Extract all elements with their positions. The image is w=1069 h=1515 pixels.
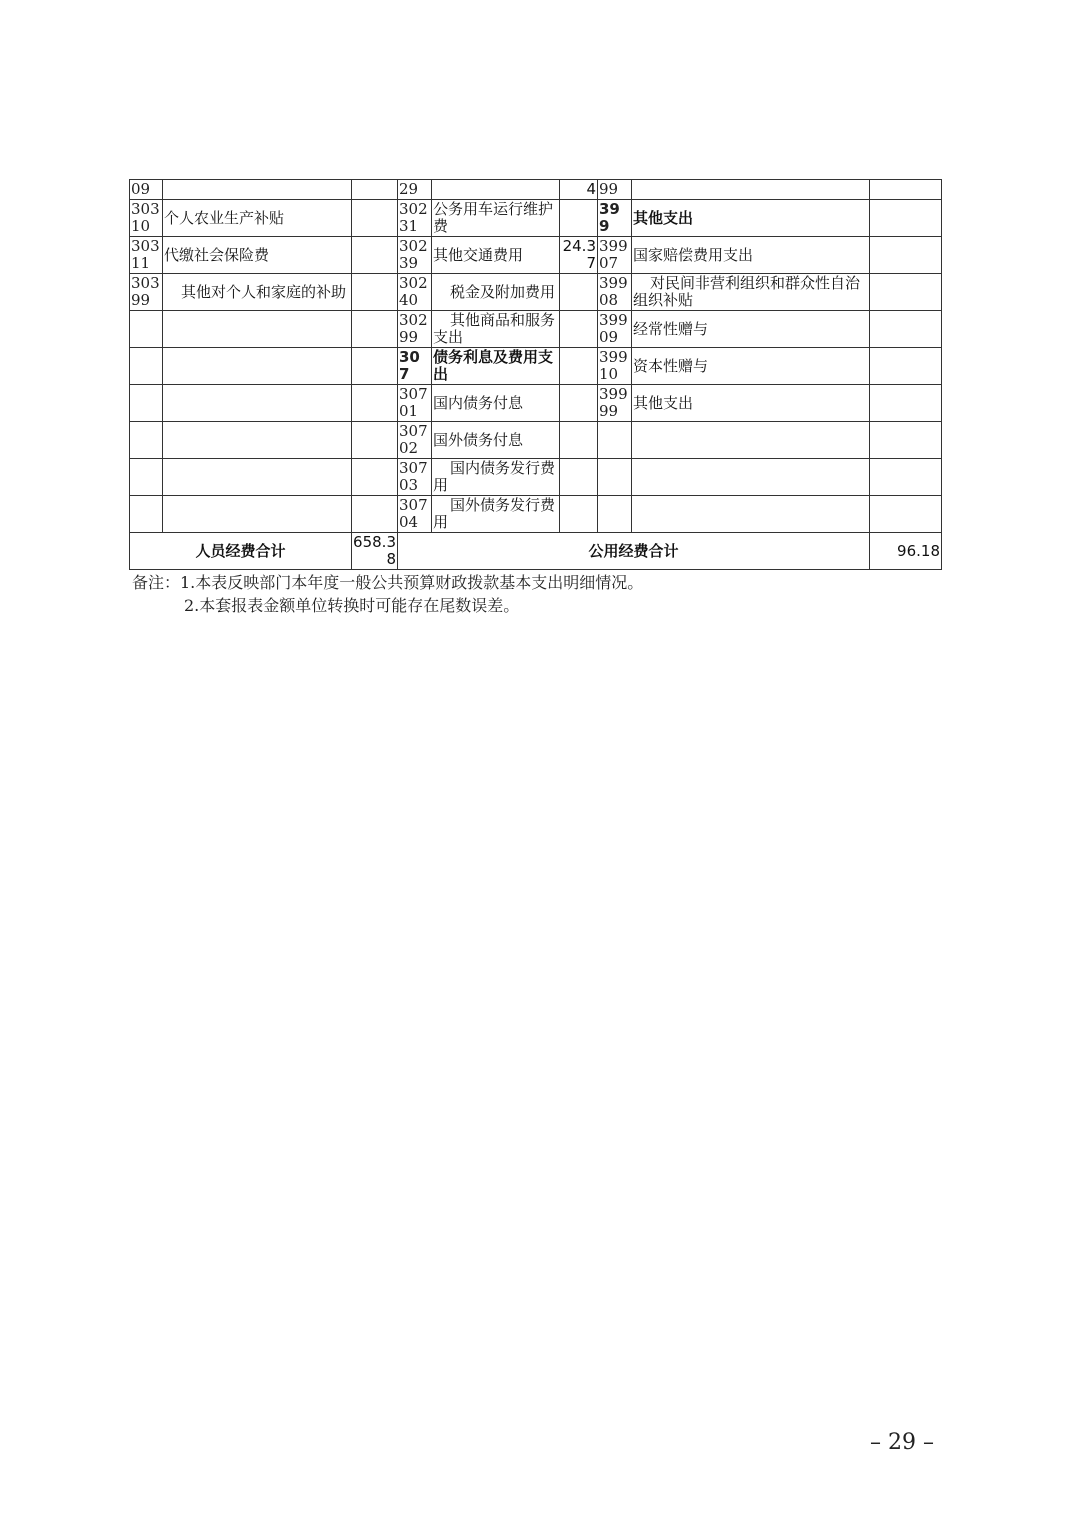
amount-cell — [870, 385, 942, 422]
amount-cell — [870, 274, 942, 311]
item-name-cell — [163, 311, 352, 348]
amount-cell — [352, 200, 398, 237]
item-name-cell — [163, 348, 352, 385]
code-cell: 39999 — [598, 385, 632, 422]
item-name-cell — [432, 459, 560, 496]
code-cell: 30239 — [398, 237, 432, 274]
table-row — [130, 274, 942, 311]
item-name-cell — [163, 274, 352, 311]
amount-cell — [560, 348, 598, 385]
amount-cell — [870, 459, 942, 496]
code-cell: 30311 — [130, 237, 163, 274]
table-row — [130, 180, 942, 200]
remark-line-2: 2.本套报表金额单位转换时可能存在尾数误差。 — [184, 596, 520, 615]
code-cell: 29 — [398, 180, 432, 200]
item-name-cell — [163, 459, 352, 496]
table-row — [130, 496, 942, 533]
amount-cell — [352, 311, 398, 348]
item-name-cell — [163, 496, 352, 533]
amount-cell — [560, 274, 598, 311]
item-name-cell — [432, 180, 560, 200]
amount-cell — [560, 459, 598, 496]
code-cell: 30399 — [130, 274, 163, 311]
amount-cell — [870, 496, 942, 533]
public-total-value: 96.18 — [870, 533, 942, 570]
table-row — [130, 348, 942, 385]
amount-cell — [560, 422, 598, 459]
item-name-cell: 国家赔偿费用支出 — [632, 237, 870, 274]
table-row — [130, 311, 942, 348]
item-name-cell: 债务利息及费用支出 — [432, 348, 560, 385]
amount-cell — [870, 311, 942, 348]
code-cell: 09 — [130, 180, 163, 200]
amount-cell — [870, 422, 942, 459]
amount-cell — [870, 348, 942, 385]
item-name-cell: 个人农业生产补贴 — [163, 200, 352, 237]
page-number: – 29 – — [870, 1430, 934, 1455]
code-cell: 30240 — [398, 274, 432, 311]
item-name-cell: 代缴社会保险费 — [163, 237, 352, 274]
item-name-cell: 资本性赠与 — [632, 348, 870, 385]
code-cell: 30704 — [398, 496, 432, 533]
code-cell: 39908 — [598, 274, 632, 311]
code-cell — [598, 496, 632, 533]
code-cell: 30231 — [398, 200, 432, 237]
item-name-text: 国外债务发行费用 — [433, 496, 556, 531]
code-cell: 30702 — [398, 422, 432, 459]
item-name-cell: 国内债务付息 — [432, 385, 560, 422]
item-name-cell: 国外债务付息 — [432, 422, 560, 459]
code-cell: 307 — [398, 348, 432, 385]
amount-cell — [560, 496, 598, 533]
amount-cell: 24.37 — [560, 237, 598, 274]
code-cell — [130, 385, 163, 422]
table-row — [130, 237, 942, 274]
code-cell — [130, 496, 163, 533]
code-cell: 30703 — [398, 459, 432, 496]
code-cell: 39909 — [598, 311, 632, 348]
amount-cell — [352, 274, 398, 311]
item-name-cell — [632, 459, 870, 496]
item-name-cell: 其他交通费用 — [432, 237, 560, 274]
amount-cell — [870, 237, 942, 274]
item-name-cell — [632, 422, 870, 459]
amount-cell — [352, 459, 398, 496]
item-name-cell — [432, 311, 560, 348]
item-name-text: 税金及附加费用 — [450, 282, 556, 301]
remarks — [132, 571, 643, 617]
code-cell — [598, 459, 632, 496]
amount-cell: 4 — [560, 180, 598, 200]
item-name-cell — [432, 274, 560, 311]
table-row — [130, 200, 942, 237]
amount-cell — [352, 385, 398, 422]
amount-cell — [870, 180, 942, 200]
item-name-cell — [632, 274, 870, 311]
amount-cell — [560, 311, 598, 348]
code-cell — [130, 311, 163, 348]
amount-cell — [352, 496, 398, 533]
totals-row — [130, 533, 942, 570]
amount-cell — [560, 385, 598, 422]
code-cell: 30299 — [398, 311, 432, 348]
code-cell: 30701 — [398, 385, 432, 422]
item-name-text: 其他商品和服务支出 — [433, 311, 556, 346]
item-name-cell — [163, 385, 352, 422]
item-name-cell — [432, 496, 560, 533]
table-row — [130, 422, 942, 459]
code-cell: 99 — [598, 180, 632, 200]
code-cell: 30310 — [130, 200, 163, 237]
budget-detail-table — [129, 179, 942, 570]
code-cell — [130, 348, 163, 385]
code-cell — [598, 422, 632, 459]
item-name-cell: 经常性赠与 — [632, 311, 870, 348]
amount-cell — [352, 422, 398, 459]
item-name-cell: 其他支出 — [632, 385, 870, 422]
personnel-total-label: 人员经费合计 — [130, 533, 352, 570]
amount-cell — [352, 180, 398, 200]
item-name-text: 其他对个人和家庭的补助 — [181, 282, 347, 301]
code-cell — [130, 459, 163, 496]
personnel-total-value: 658.38 — [353, 533, 396, 568]
item-name-text: 国内债务发行费用 — [433, 459, 556, 494]
amount-cell — [352, 237, 398, 274]
item-name-cell — [632, 496, 870, 533]
amount-cell — [870, 200, 942, 237]
public-total-label: 公用经费合计 — [398, 533, 870, 570]
code-cell: 39910 — [598, 348, 632, 385]
table-row — [130, 385, 942, 422]
amount-cell — [352, 348, 398, 385]
item-name-cell: 公务用车运行维护费 — [432, 200, 560, 237]
item-name-cell — [163, 422, 352, 459]
item-name-cell — [632, 180, 870, 200]
item-name-text: 对民间非营利组织和群众性自治组织补贴 — [633, 274, 861, 309]
code-cell: 39907 — [598, 237, 632, 274]
remark-line-1: 备注：1.本表反映部门本年度一般公共预算财政拨款基本支出明细情况。 — [132, 573, 644, 592]
code-cell: 399 — [598, 200, 632, 237]
amount-cell — [560, 200, 598, 237]
item-name-cell: 其他支出 — [632, 200, 870, 237]
code-cell — [130, 422, 163, 459]
table-row — [130, 459, 942, 496]
item-name-cell — [163, 180, 352, 200]
